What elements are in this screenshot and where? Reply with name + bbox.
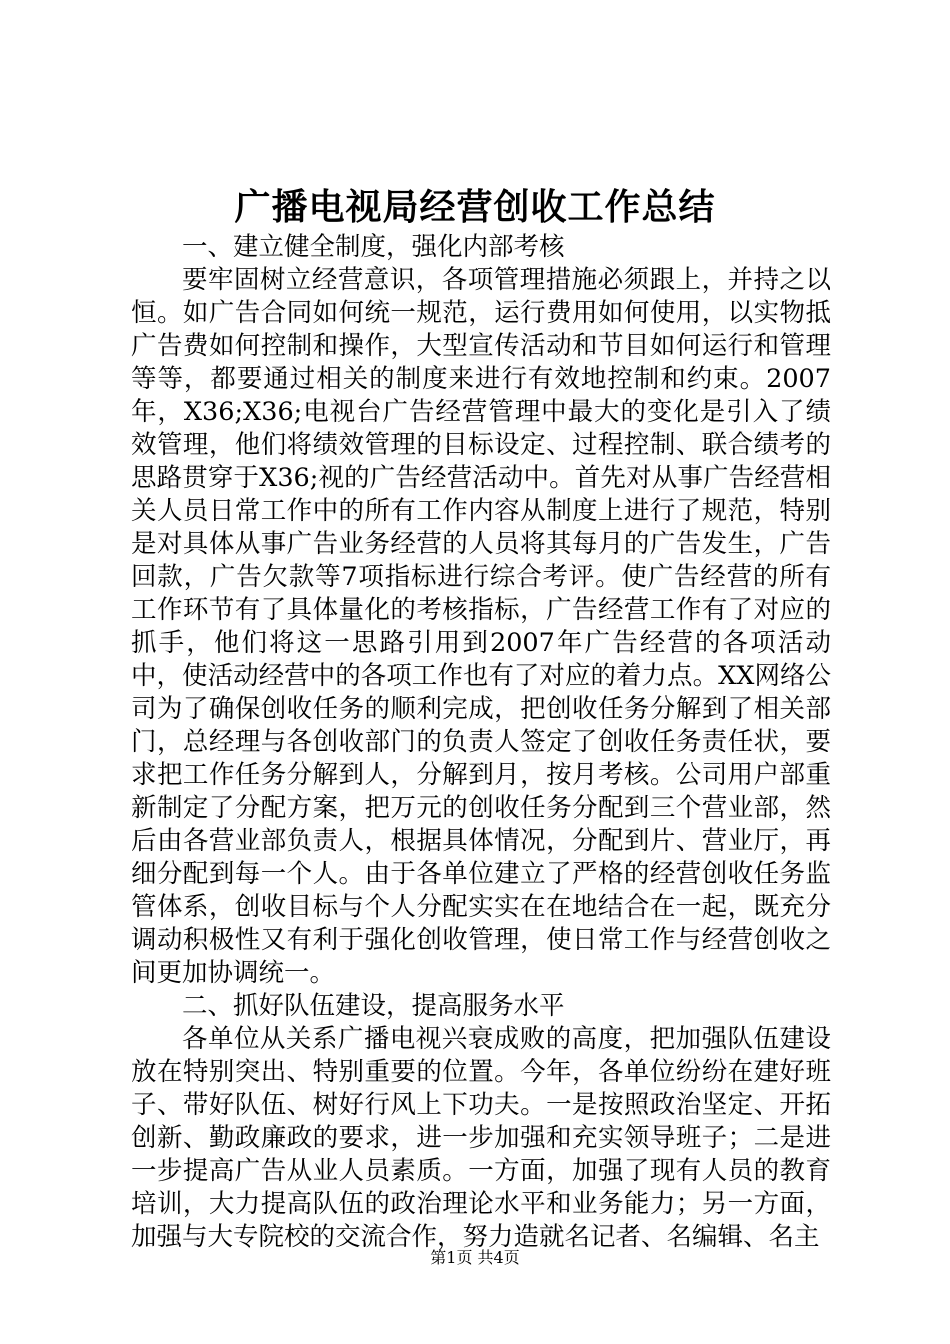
section-1-heading: 一、建立健全制度，强化内部考核 (182, 232, 565, 262)
document-body (131, 231, 831, 1254)
section-2-heading: 二、抓好队伍建设，提高服务水平 (182, 991, 565, 1021)
page-number-footer: 第1页 共4页 (430, 1248, 520, 1267)
section-1-paragraph: 要牢固树立经营意识，各项管理措施必须跟上，并持之以恒。如广告合同如何统一规范，运行费用如何使用，以实物抵广告费如何控制和操作，大型宣传活动和节目如何运行和管理等等，都要通过相关的制度来进行有效地控制和约束。2007年，X36;X36;电视台广告经营管理中最大的变化是引入了绩效管理，他们将绩效管理的目标设定、过程控制、联合绩考的思路贯穿于X36;视的广告经营活动中。首先对从事广告经营相关人员日常工作中的所有工作内容从制度上进行了规范，特别是对具体从事广告业务经营的人员将其每月的广告发生，广告回款，广告欠款等7项指标进行综合考评。使广告经营的所有工作环节有了具体量化的考核指标，广告经营工作有了对应的抓手，他们将这一思路引用到2007年广告经营的各项活动中，使活动经营中的各项工作也有了对应的着力点。XX网络公司为了确保创收任务的顺利完成，把创收任务分解到了相关部门，总经理与各创收部门的负责人签定了创收任务责任状，要求把工作任务分解到人，分解到月，按月考核。公司用户部重新制定了分配方案，把万元的创收任务分配到三个营业部，然后由各营业部负责人，根据具体情况，分配到片、营业厅，再细分配到每一个人。由于各单位建立了严格的经营创收任务监管体系，创收目标与个人分配实实在在地结合在一起，既充分调动积极性又有利于强化创收管理，使日常工作与经营创收之间更加协调统一。 (131, 265, 831, 988)
section-2-paragraph: 各单位从关系广播电视兴衰成败的高度，把加强队伍建设放在特别突出、特别重要的位置。今年，各单位纷纷在建好班子、带好队伍、树好行风上下功夫。一是按照政治坚定、开拓创新、勤政廉政的要求，进一步加强和充实领导班子；二是进一步提高广告从业人员素质。一方面，加强了现有人员的教育培训，大力提高队伍的政治理论水平和业务能力；另一方面，加强与大专院校的交流合作，努力造就名记者、名编辑、名主 (131, 1024, 831, 1252)
document-title: 广播电视局经营创收工作总结 (234, 186, 716, 228)
